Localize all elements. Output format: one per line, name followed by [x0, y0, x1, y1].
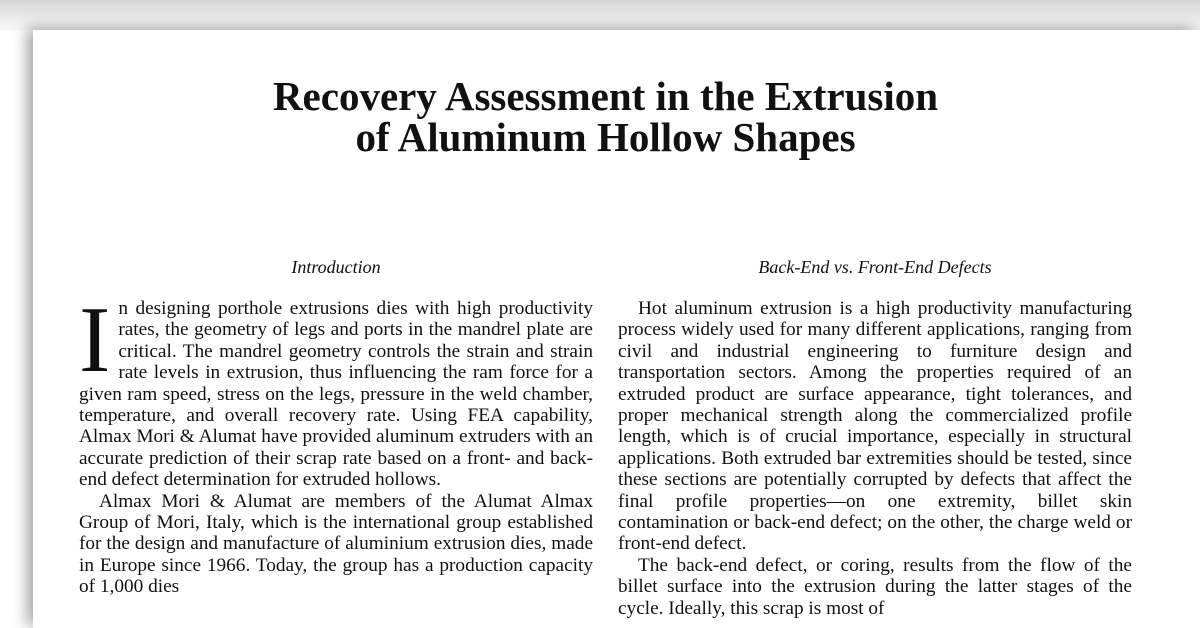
intro-paragraph-2: Almax Mori & Alumat are members of the Alumat Almax Group of Mori, Italy, which is the international group established for the design and manufacture of aluminium extrusion dies, made in Europe since 1966. Today, the group has a production capacity of 1,000 dies — [79, 490, 593, 598]
title-line-2: of Aluminum Hollow Shapes — [355, 114, 856, 160]
title-line-1: Recovery Assessment in the Extrusion — [272, 73, 939, 119]
left-column — [79, 257, 593, 598]
intro-paragraph-1-text: n designing porthole extrusions dies with high productivity rates, the geometry of legs and ports in the mandrel plate are critical. The mandrel geometry controls the strain and strain rate levels in extrusion, thus influencing the ram force for a given ram speed, stress on the legs, pressure in the weld chamber, temperature, and overall recovery rate. Using FEA capability, Almax Mori & Alumat have provided aluminum extruders with an accurate prediction of their scrap rate based on a front- and back-end defect determination for extruded hollows. — [79, 298, 593, 491]
right-column — [618, 257, 1132, 619]
article-title — [33, 73, 1178, 160]
right-column-body — [618, 298, 1132, 619]
document-page — [33, 30, 1200, 628]
drop-cap: I — [79, 288, 111, 392]
intro-paragraph-1 — [79, 288, 593, 491]
defects-paragraph-2: The back-end defect, or coring, results from the flow of the billet surface into the extrusion during the latter stages of the cycle. Ideally, this scrap is most of — [618, 554, 1132, 619]
section-heading-introduction: Introduction — [291, 257, 381, 277]
defects-paragraph-1: Hot aluminum extrusion is a high productivity manufacturing process widely used for many different applications, ranging from civil and industrial engineering to furniture design and transportation sectors. Among the properties required of an extruded product are surface appearance, tight tolerances, and proper mechanical strength along the commercialized profile length, which is of crucial importance, especially in structural applications. Both extruded bar extremities should be tested, since these sections are potentially corrupted by defects that affect the final profile properties—on one extremity, billet skin contamination or back-end defect; on the other, the charge weld or front-end defect. — [618, 298, 1132, 555]
left-column-body — [79, 288, 593, 598]
section-heading-defects: Back-End vs. Front-End Defects — [758, 257, 992, 277]
